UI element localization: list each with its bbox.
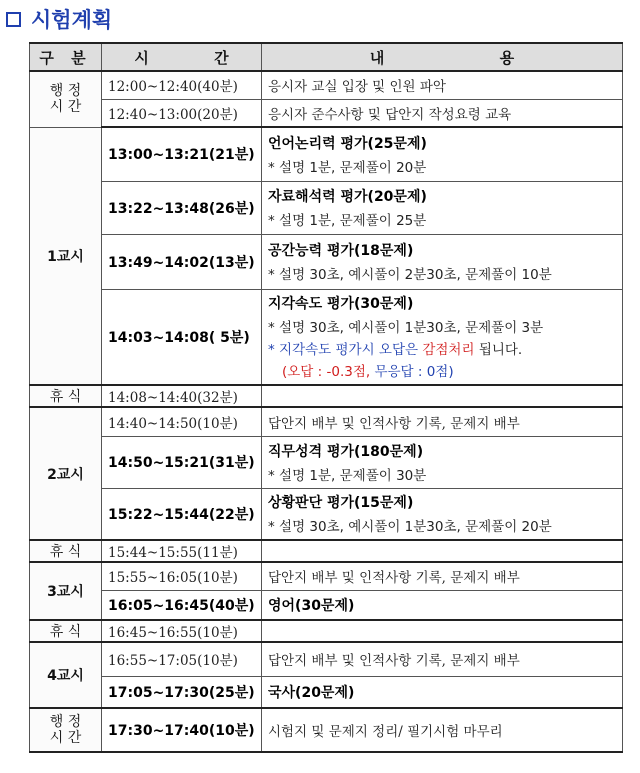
content-cell: 응시자 준수사항 및 답안지 작성요령 교육 (262, 99, 623, 127)
header-content: 내 용 (262, 43, 623, 71)
schedule-table (29, 42, 623, 753)
content-cell: 상황판단 평가(15문제) * 설명 30초, 예시풀이 1분30초, 문제풀이 20분 (262, 488, 623, 540)
content-cell: 시험지 및 문제지 정리/ 필기시험 마무리 (262, 708, 623, 752)
content-cell (262, 385, 623, 407)
time-cell: 16:55~17:05(10분) (102, 642, 262, 676)
content-cell: 응시자 교실 입장 및 인원 파악 (262, 71, 623, 99)
time-cell: 17:30~17:40(10분) (102, 708, 262, 752)
table-row (30, 181, 623, 234)
content-cell: 지각속도 평가(30문제) * 설명 30초, 예시풀이 1분30초, 문제풀이 3분 * 지각속도 평가시 오답은 감점처리 됩니다. (오답 : -0.3점, 무응답 : 0점) (262, 289, 623, 385)
table-row (30, 407, 623, 436)
header-time: 시 간 (102, 43, 262, 71)
table-row (30, 590, 623, 620)
category-admin-end: 행 정 시 간 (30, 708, 102, 752)
table-row (30, 676, 623, 708)
table-row (30, 436, 623, 488)
time-cell: 15:55~16:05(10분) (102, 562, 262, 590)
category-period-3: 3교시 (30, 562, 102, 620)
table-row (30, 562, 623, 590)
time-cell: 12:00~12:40(40분) (102, 71, 262, 99)
table-row (30, 289, 623, 385)
time-cell: 16:05~16:45(40분) (102, 590, 262, 620)
category-period-4: 4교시 (30, 642, 102, 708)
time-cell: 17:05~17:30(25분) (102, 676, 262, 708)
time-cell: 13:00~13:21(21분) (102, 127, 262, 181)
table-row (30, 642, 623, 676)
category-period-1: 1교시 (30, 127, 102, 385)
time-cell: 15:22~15:44(22분) (102, 488, 262, 540)
category-break: 휴 식 (30, 385, 102, 407)
category-period-2: 2교시 (30, 407, 102, 540)
time-cell: 14:08~14:40(32분) (102, 385, 262, 407)
table-row (30, 540, 623, 562)
time-cell: 14:50~15:21(31분) (102, 436, 262, 488)
content-cell: 직무성격 평가(180문제) * 설명 1분, 문제풀이 30분 (262, 436, 623, 488)
time-cell: 13:49~14:02(13분) (102, 234, 262, 289)
content-cell (262, 540, 623, 562)
table-row (30, 71, 623, 99)
category-break: 휴 식 (30, 620, 102, 642)
header-category: 구 분 (30, 43, 102, 71)
content-cell: 답안지 배부 및 인적사항 기록, 문제지 배부 (262, 407, 623, 436)
time-cell: 13:22~13:48(26분) (102, 181, 262, 234)
time-cell: 12:40~13:00(20분) (102, 99, 262, 127)
table-row (30, 708, 623, 752)
content-cell: 공간능력 평가(18문제) * 설명 30초, 예시풀이 2분30초, 문제풀이 10분 (262, 234, 623, 289)
table-row (30, 620, 623, 642)
checkbox-square-icon (6, 12, 21, 27)
page-title (6, 4, 112, 34)
time-cell: 14:03~14:08( 5분) (102, 289, 262, 385)
content-cell: 영어(30문제) (262, 590, 623, 620)
table-row (30, 385, 623, 407)
table-row (30, 99, 623, 127)
category-admin: 행 정 시 간 (30, 71, 102, 127)
time-cell: 16:45~16:55(10분) (102, 620, 262, 642)
table-row (30, 127, 623, 181)
content-cell: 자료해석력 평가(20문제) * 설명 1분, 문제풀이 25분 (262, 181, 623, 234)
content-cell: 답안지 배부 및 인적사항 기록, 문제지 배부 (262, 562, 623, 590)
content-cell: 국사(20문제) (262, 676, 623, 708)
category-break: 휴 식 (30, 540, 102, 562)
time-cell: 15:44~15:55(11분) (102, 540, 262, 562)
content-cell: 답안지 배부 및 인적사항 기록, 문제지 배부 (262, 642, 623, 676)
content-cell: 언어논리력 평가(25문제) * 설명 1분, 문제풀이 20분 (262, 127, 623, 181)
penalty-warning: * 지각속도 평가시 오답은 감점처리 됩니다. (268, 342, 523, 359)
page-title-text: 시험계획 (31, 8, 113, 32)
table-row (30, 488, 623, 540)
penalty-detail: (오답 : -0.3점, 무응답 : 0점) (282, 364, 454, 381)
table-row (30, 234, 623, 289)
time-cell: 14:40~14:50(10분) (102, 407, 262, 436)
content-cell (262, 620, 623, 642)
